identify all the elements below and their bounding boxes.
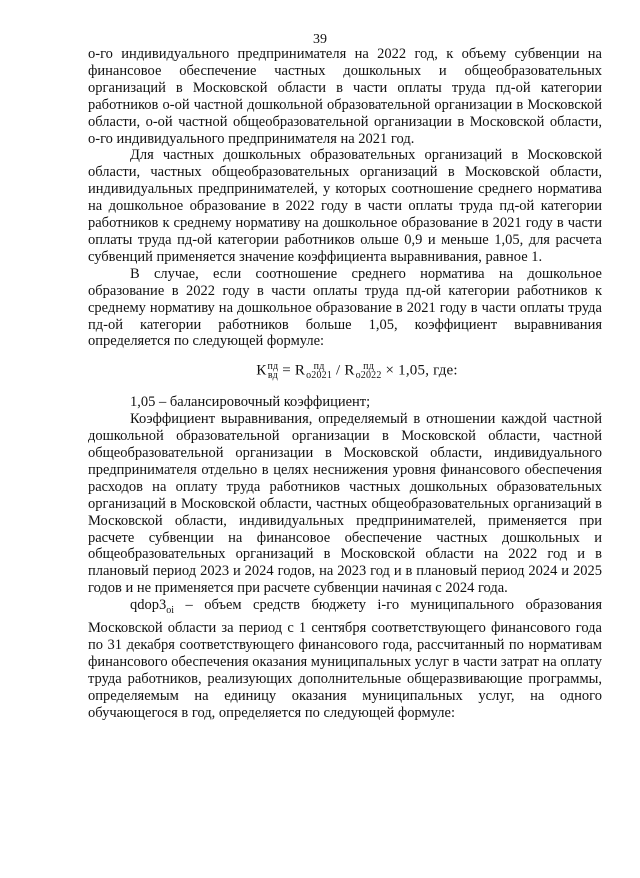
formula <box>112 362 602 380</box>
body-text-top <box>88 46 602 722</box>
formula-r1: R <box>294 362 306 379</box>
qdop-symbol: qdop3 <box>130 597 167 614</box>
paragraph-3: В случае, если соотношение среднего норматива на дошкольное образование в 2022 году в части оплаты труда пд-ой категории работников к среднему нормативу на дошкольное образование в 2021 году в части оплаты труда пд-ой категории работников больше 1,05, коэффициент выравнивания определяется по следующей формуле: <box>88 265 602 350</box>
formula-k-sub: вд <box>267 370 278 382</box>
paragraph-2: Для частных дошкольных образовательных организаций в Московской области, частных общеобразовательных организаций в Московской области, индивидуальных предпринимателей, у которых соотношение среднего норматива на дошкольное образование в 2022 году в части оплаты труда пд-ой категории работников к среднему нормативу на дошкольное образование в 2021 году в части оплаты труда пд-ой категории работников ольше 0,9 и меньше 1,05, для расчета субвенций применяется значение коэффициента выравнивания, равное 1. <box>88 147 602 265</box>
formula-r2-sup: пд <box>363 361 374 373</box>
formula-r1-sub: о2021 <box>306 370 333 382</box>
formula-tail: × 1,05, где: <box>381 362 458 379</box>
paragraph-1: о-го индивидуального предпринимателя на 2022 год, к объему субвенции на финансовое обеспечение частных дошкольных и общеобразовательных организаций в Московской области в части оплаты труда пд-ой категории работников о-ой частной дошкольной образовательной организации в Московской области, о-ой частной общеобразовательной организации в Московской области, о-го индивидуального предпринимателя на 2021 год. <box>88 46 602 147</box>
paragraph-coefficient: Коэффициент выравнивания, определяемый в отношении каждой частной дошкольной образовательной организации в Московской области, частной общеобразовательной организации в Московской области, индивидуального предпринимателя отдельно в целях неснижения уровня финансового обеспечения расходов на оплату труда работников частных дошкольных образовательных организаций в Московской области, частных общеобразовательных организаций в Московской области, индивидуальных предпринимателей, применяется при расчете субвенции на финансовое обеспечение частных дошкольных и общеобразовательных организаций в Московской области на 2022 год и в плановый период 2023 и 2024 годов, на 2023 год и в плановый период 2024 и 2025 годов и не применяется при расчете субвенции начиная с 2024 года. <box>88 411 602 597</box>
paragraph-balance: 1,05 – балансировочный коэффициент; <box>130 394 371 411</box>
qdop-text: – объем средств бюджету i-го муниципального образования Московской области за период с 1 сентября соответствующего финансового года по 31 декабря соответствующего финансового года, рассчитанный по нормативам финансового обеспечения оказания муниципальных услуг в части затрат на оплату труда работников, реализующих дополнительные общеразвивающие программы, определяемым на единицу оказания муниципальных услуг, на одного обучающегося в год, определяется по следующей формуле: <box>88 597 602 721</box>
formula-r1-sup: пд <box>313 361 325 373</box>
formula-k-sup: пд <box>267 361 279 373</box>
formula-r2: R <box>344 362 355 379</box>
qdop-symbol-sub: oi <box>166 605 175 617</box>
formula-k: К <box>256 362 267 379</box>
formula-r2-sub: о2022 <box>355 370 382 382</box>
paragraph-qdop <box>88 597 602 721</box>
formula-div: / <box>332 362 345 379</box>
formula-eq: = <box>278 362 295 379</box>
page-number: 39 <box>313 32 327 47</box>
